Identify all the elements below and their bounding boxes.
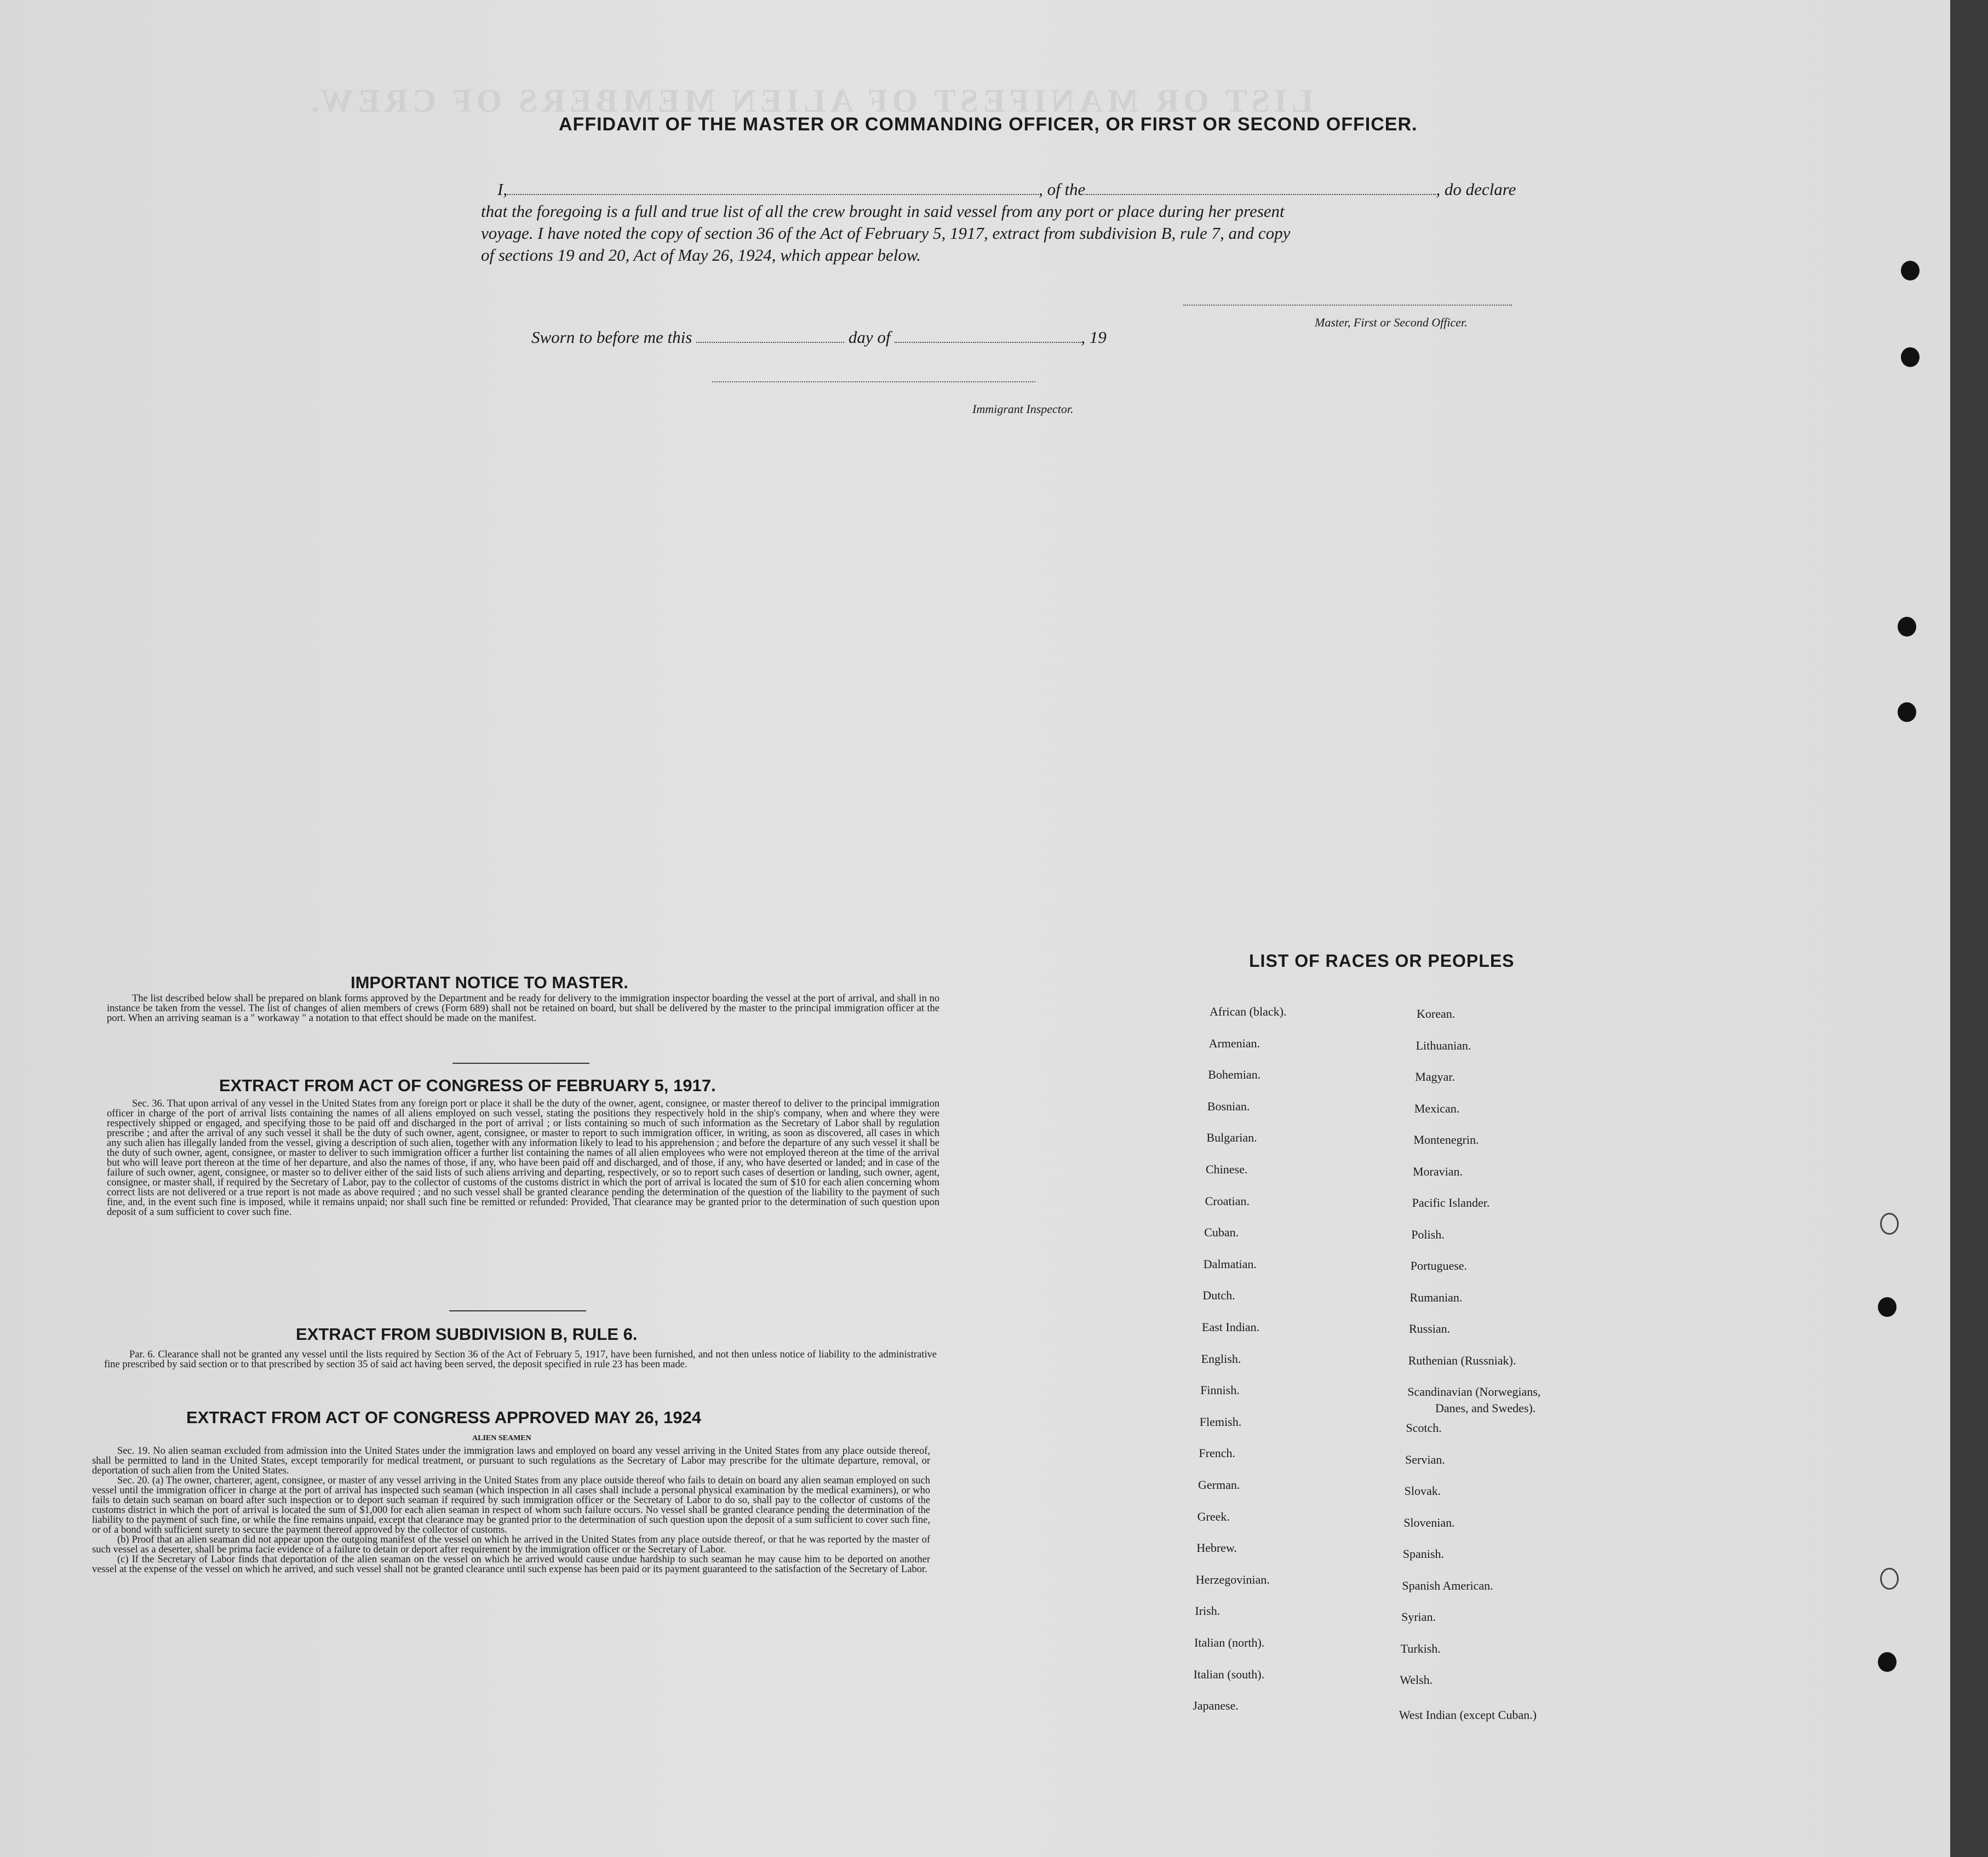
notice-body: [107, 994, 939, 1023]
race-item: Spanish American.: [1402, 1579, 1493, 1592]
race-item: Bulgarian.: [1206, 1131, 1257, 1145]
affidavit-line-4: of sections 19 and 20, Act of May 26, 1924, which appear below.: [481, 245, 921, 265]
extract-rule6-body: [104, 1350, 937, 1369]
extract-rule6-title: EXTRACT FROM SUBDIVISION B, RULE 6.: [296, 1325, 638, 1344]
page-edge: [1950, 0, 1988, 1857]
race-item: Slovenian.: [1403, 1516, 1455, 1529]
extract-1924-body: [92, 1446, 930, 1574]
race-item: Turkish.: [1400, 1642, 1441, 1655]
vessel-blank[interactable]: [1085, 194, 1436, 195]
sec-19-paragraph: Sec. 19. No alien seaman excluded from admission into the United States under the immigration laws and employed on board any vessel arriving in the United States from any place outside thereof, shall be permitted to land in the United States, except temporarily for medical treatment, or pursuant to such regulations as the Secretary of Labor may prescribe for the ultimate departure, removal, or deportation of such alien from the United States.: [92, 1446, 930, 1476]
race-item: English.: [1201, 1351, 1241, 1366]
race-item: Scandinavian (Norwegians,: [1407, 1385, 1541, 1399]
punch-hole: [1901, 261, 1920, 280]
affidavit-line-1: [497, 180, 1555, 199]
affidavit-line-2: that the foregoing is a full and true list of all the crew brought in said vessel from any port or place during her present: [481, 202, 1285, 221]
separator: [449, 1310, 586, 1311]
race-item: Russian.: [1409, 1322, 1451, 1336]
affidavit-i: I,: [497, 180, 508, 199]
race-item: Herzegovinian.: [1195, 1572, 1270, 1586]
bleed-through-text: LIST OR MANIFEST OF ALIEN MEMBERS OF CREW.: [307, 83, 1314, 119]
extract-rule6-paragraph: Par. 6. Clearance shall not be granted any vessel until the lists required by Section 36 of the Act of February 5, 1917, have been furnished, and not then unless notice of liability to the administrative fine prescribed by said section or to that prescribed by section 35 of said act having been served, the deposit specified in rule 23 has been made.: [104, 1349, 937, 1370]
sworn-month-blank[interactable]: [895, 342, 1081, 343]
punch-hole: [1901, 347, 1920, 367]
affidavit-of-the: , of the: [1039, 180, 1086, 199]
race-item: Italian (north).: [1194, 1636, 1265, 1649]
notice-title: IMPORTANT NOTICE TO MASTER.: [351, 973, 628, 992]
race-item: African (black).: [1210, 1005, 1287, 1018]
sec-20a-paragraph: Sec. 20. (a) The owner, charterer, agent, consignee, or master of any vessel arriving in the United States from any place outside thereof who fails to detain on board any alien seaman employed on such vessel until the immigration officer in charge at the port of arrival has inspected such seaman (which inspection in all cases shall include a personal physical examination by the medical examiners), or who fails to detain such seaman on board after such inspection or to deport such seaman if required by such immigration officer or the Secretary of Labor to do so, shall pay to the collector of customs of the customs district in which the port of arrival is located the sum of $1,000 for each alien seaman in respect of whom such failure occurs. No vessel shall be granted clearance pending the determination of the liability to the payment of such fine, or while the fine remains unpaid, except that clearance may be granted prior to the determination of such question upon the deposit of a sum sufficient to cover such fine, or of a bond with sufficient surety to secure the payment thereof approved by the collector of customs.: [92, 1475, 930, 1535]
punch-hole: [1878, 1652, 1897, 1672]
race-item: West Indian (except Cuban.): [1399, 1708, 1537, 1722]
affidavit-do-declare: , do declare: [1436, 180, 1516, 199]
race-item: Dalmatian.: [1203, 1257, 1257, 1271]
race-item: Rumanian.: [1410, 1291, 1463, 1304]
race-item: Portuguese.: [1410, 1259, 1468, 1273]
race-item: East Indian.: [1202, 1320, 1260, 1334]
race-item: Korean.: [1417, 1007, 1456, 1021]
affidavit-line-3: voyage. I have noted the copy of section 36 of the Act of February 5, 1917, extract from subdivision B, rule 7, and copy: [481, 223, 1291, 243]
notice-paragraph: The list described below shall be prepared on blank forms approved by the Department and be ready for delivery to the immigration inspector boarding the vessel at the port of arrival, and shall in no instance be taken from the vessel. The list of changes of alien members of crews (Form 689) shall not be retained on board, but shall be delivered by the master to the principal immigration officer at the port. When an arriving seaman is a " workaway " a notation to that effect should be made on the manifest.: [107, 993, 939, 1024]
race-item: Pacific Islander.: [1412, 1196, 1490, 1210]
race-item: Syrian.: [1401, 1610, 1436, 1624]
race-item: Croatian.: [1205, 1194, 1250, 1208]
race-item: Flemish.: [1199, 1414, 1242, 1429]
race-item: Montenegrin.: [1413, 1133, 1479, 1147]
race-item: Welsh.: [1400, 1673, 1433, 1687]
punch-hole: [1898, 702, 1916, 722]
race-item: Armenian.: [1208, 1036, 1261, 1050]
race-item: French.: [1199, 1446, 1235, 1460]
extract-1924-subtitle: ALIEN SEAMEN: [472, 1434, 531, 1442]
punch-hole: [1878, 1297, 1897, 1317]
races-title: LIST OF RACES OR PEOPLES: [1249, 951, 1515, 971]
name-blank[interactable]: [507, 194, 1039, 195]
race-item: Polish.: [1411, 1228, 1445, 1241]
inspector-caption: Immigrant Inspector.: [972, 402, 1074, 416]
extract-1924-title: EXTRACT FROM ACT OF CONGRESS APPROVED MAY 26, 1924: [186, 1408, 701, 1427]
race-item: Mexican.: [1414, 1102, 1460, 1115]
race-item: Bosnian.: [1207, 1099, 1250, 1113]
separator: [452, 1063, 589, 1064]
master-signature-caption: Master, First or Second Officer.: [1315, 316, 1468, 329]
race-item: Dutch.: [1202, 1288, 1235, 1303]
race-item: Danes, and Swedes).: [1435, 1401, 1536, 1415]
affidavit-title: AFFIDAVIT OF THE MASTER OR COMMANDING OFFICER, OR FIRST OR SECOND OFFICER.: [559, 114, 1418, 135]
race-item: Magyar.: [1415, 1070, 1455, 1084]
race-item: Moravian.: [1413, 1165, 1463, 1178]
sworn-day-blank[interactable]: [696, 342, 844, 343]
race-item: Greek.: [1197, 1509, 1230, 1523]
inspector-signature-line[interactable]: [712, 381, 1035, 382]
race-item: Slovak.: [1404, 1484, 1441, 1498]
sec-20b-paragraph: (b) Proof that an alien seaman did not appear upon the outgoing manifest of the vessel on which he arrived in the United States from any place outside thereof, or that he was reported by the master of such vessel as a deserter, shall be prima facie evidence of a failure to detain or deport after requirement by the immigration officer or the Secretary of Labor.: [92, 1534, 930, 1555]
sec-20c-paragraph: (c) If the Secretary of Labor finds that deportation of the alien seaman on the vessel on which he arrived would cause undue hardship to such seaman he may cause him to be deported on another vessel at the expense of the vessel on which he arrived, and such vessel shall not be granted clearance until such expense has been paid or its payment guaranteed to the satisfaction of the Secretary of Labor.: [92, 1554, 930, 1575]
race-item: Servian.: [1405, 1453, 1445, 1466]
punch-hole: [1898, 617, 1916, 637]
extract-1917-title: EXTRACT FROM ACT OF CONGRESS OF FEBRUARY 5, 1917.: [219, 1076, 716, 1095]
race-item: Scotch.: [1406, 1421, 1442, 1435]
race-item: Irish.: [1195, 1604, 1221, 1618]
race-item: Lithuanian.: [1416, 1039, 1471, 1052]
sworn-line: [531, 328, 1107, 347]
master-signature-line[interactable]: [1183, 305, 1512, 306]
extract-1917-paragraph: Sec. 36. That upon arrival of any vessel in the United States from any foreign port or place it shall be the duty of the owner, agent, consignee, or master thereof to deliver to the principal immigration officer in charge of the port of arrival lists containing the names of all aliens employed on such vessel, stating the positions they respectively hold in the ship's company, when and where they were respectively shipped or engaged, and specifying those to be paid off and discharged in the port of arrival ; or lists containing so much of such information as the Secretary of Labor shall by regulation prescribe ; and after the arrival of any such vessel it shall be the duty of such owner, agent, consignee, or master to report to such immigration officer, in writing, as soon as discovered, all cases in which any such alien has illegally landed from the vessel, giving a description of such alien, together with any information likely to lead to his apprehension ; and before the departure of any such vessel it shall be the duty of such owner, agent, consignee, or master to deliver to such immigration officer a further list containing the names of all alien employees who were not employed thereon at the time of the arrival but who will leave port thereon at the time of her departure, and also the names of those, if any, who have been paid off and discharged, and of those, if any, who have deserted or landed; and in case of the failure of such owner, agent, consignee, or master so to deliver either of the said lists of such aliens arriving and departing, respectively, or so to report such cases of desertion or landing, such owner, agent, consignee, or master shall, if required by the Secretary of Labor, pay to the collector of customs of the customs district in which the port of arrival is located the sum of $10 for each alien concerning whom correct lists are not delivered or a true report is not made as above required ; and no such vessel shall be granted clearance pending the determination of the question of the liability to the payment of such fine, and, in the event such fine is imposed, while it remains unpaid; nor shall such fine be remitted or refunded: Provided, That clearance may be granted prior to the determination of such question upon deposit of a sum sufficient to cover such fine.: [107, 1098, 939, 1218]
race-item: German.: [1198, 1478, 1240, 1492]
race-item: Spanish.: [1402, 1547, 1444, 1561]
race-item: Bohemian.: [1208, 1068, 1261, 1082]
race-item: Finnish.: [1200, 1383, 1240, 1397]
race-item: Cuban.: [1204, 1225, 1239, 1240]
punch-hole: [1880, 1568, 1899, 1590]
punch-hole: [1880, 1213, 1899, 1235]
sworn-text: Sworn to before me this: [531, 328, 692, 347]
race-item: Ruthenian (Russniak).: [1408, 1354, 1516, 1367]
extract-1917-body: [107, 1099, 939, 1217]
race-item: Italian (south).: [1193, 1667, 1265, 1681]
sworn-day-of: day of: [848, 328, 891, 347]
race-item: Chinese.: [1206, 1162, 1248, 1176]
race-item: Hebrew.: [1196, 1541, 1237, 1555]
race-item: Japanese.: [1193, 1699, 1239, 1713]
sworn-year: , 19: [1081, 328, 1107, 347]
